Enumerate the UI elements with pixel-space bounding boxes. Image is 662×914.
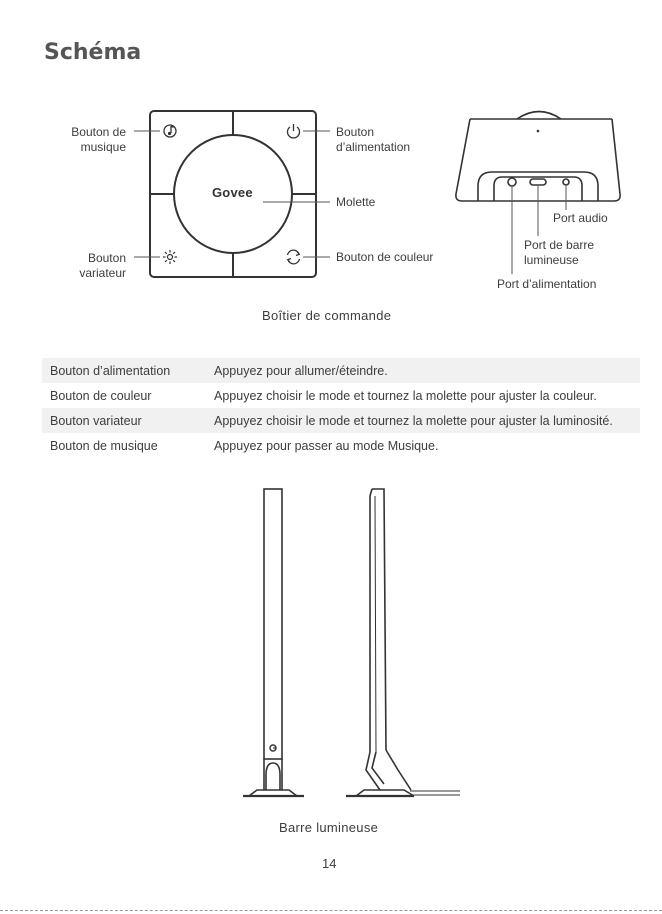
label-dimmer-button [50, 251, 126, 281]
light-bar-front-view [243, 489, 304, 796]
table-row [42, 408, 640, 433]
power-icon [288, 124, 300, 138]
table-cell-desc: Appuyez pour allumer/éteindre. [214, 363, 388, 378]
button-description-table [42, 358, 640, 458]
page-title: Schéma [44, 40, 142, 65]
label-power-port: Port d’alimentation [497, 277, 597, 291]
sun-icon [163, 250, 177, 264]
table-cell-desc: Appuyez choisir le mode et tournez la molette pour ajuster la couleur. [214, 388, 597, 403]
page-number: 14 [322, 856, 337, 871]
label-color-button: Bouton de couleur [336, 250, 434, 264]
table-cell-name: Bouton d’alimentation [50, 363, 171, 378]
table-cell-name: Bouton de musique [50, 438, 158, 453]
light-bar-caption: Barre lumineuse [279, 820, 379, 835]
music-note-icon [164, 125, 176, 137]
label-light-bar-port-text: Port de barre lumineuse [524, 238, 595, 267]
table-row [42, 358, 640, 383]
table-cell-name: Bouton de couleur [50, 388, 152, 403]
color-cycle-icon [288, 250, 300, 264]
brand-logo: Govee [212, 185, 253, 200]
label-music-button-text: Bouton de musique [71, 125, 126, 154]
table-cell-name: Bouton variateur [50, 413, 142, 428]
label-knob: Molette [336, 195, 376, 209]
table-cell-desc: Appuyez pour passer au mode Musique. [214, 438, 439, 453]
label-power-button-text: Bouton d’alimentation [336, 125, 411, 154]
table-row [42, 433, 640, 458]
light-bar-side-view [346, 489, 460, 796]
control-box-caption: Boîtier de commande [262, 308, 392, 323]
label-light-bar-port [524, 238, 594, 268]
table-cell-desc: Appuyez choisir le mode et tournez la molette pour ajuster la luminosité. [214, 413, 613, 428]
page-bottom-divider [0, 910, 662, 911]
label-power-button [336, 125, 410, 155]
label-audio-port: Port audio [553, 211, 608, 225]
table-row [42, 383, 640, 408]
govee-logo-icon [270, 745, 276, 751]
label-dimmer-button-text: Bouton variateur [79, 251, 126, 280]
label-music-button [50, 125, 126, 155]
